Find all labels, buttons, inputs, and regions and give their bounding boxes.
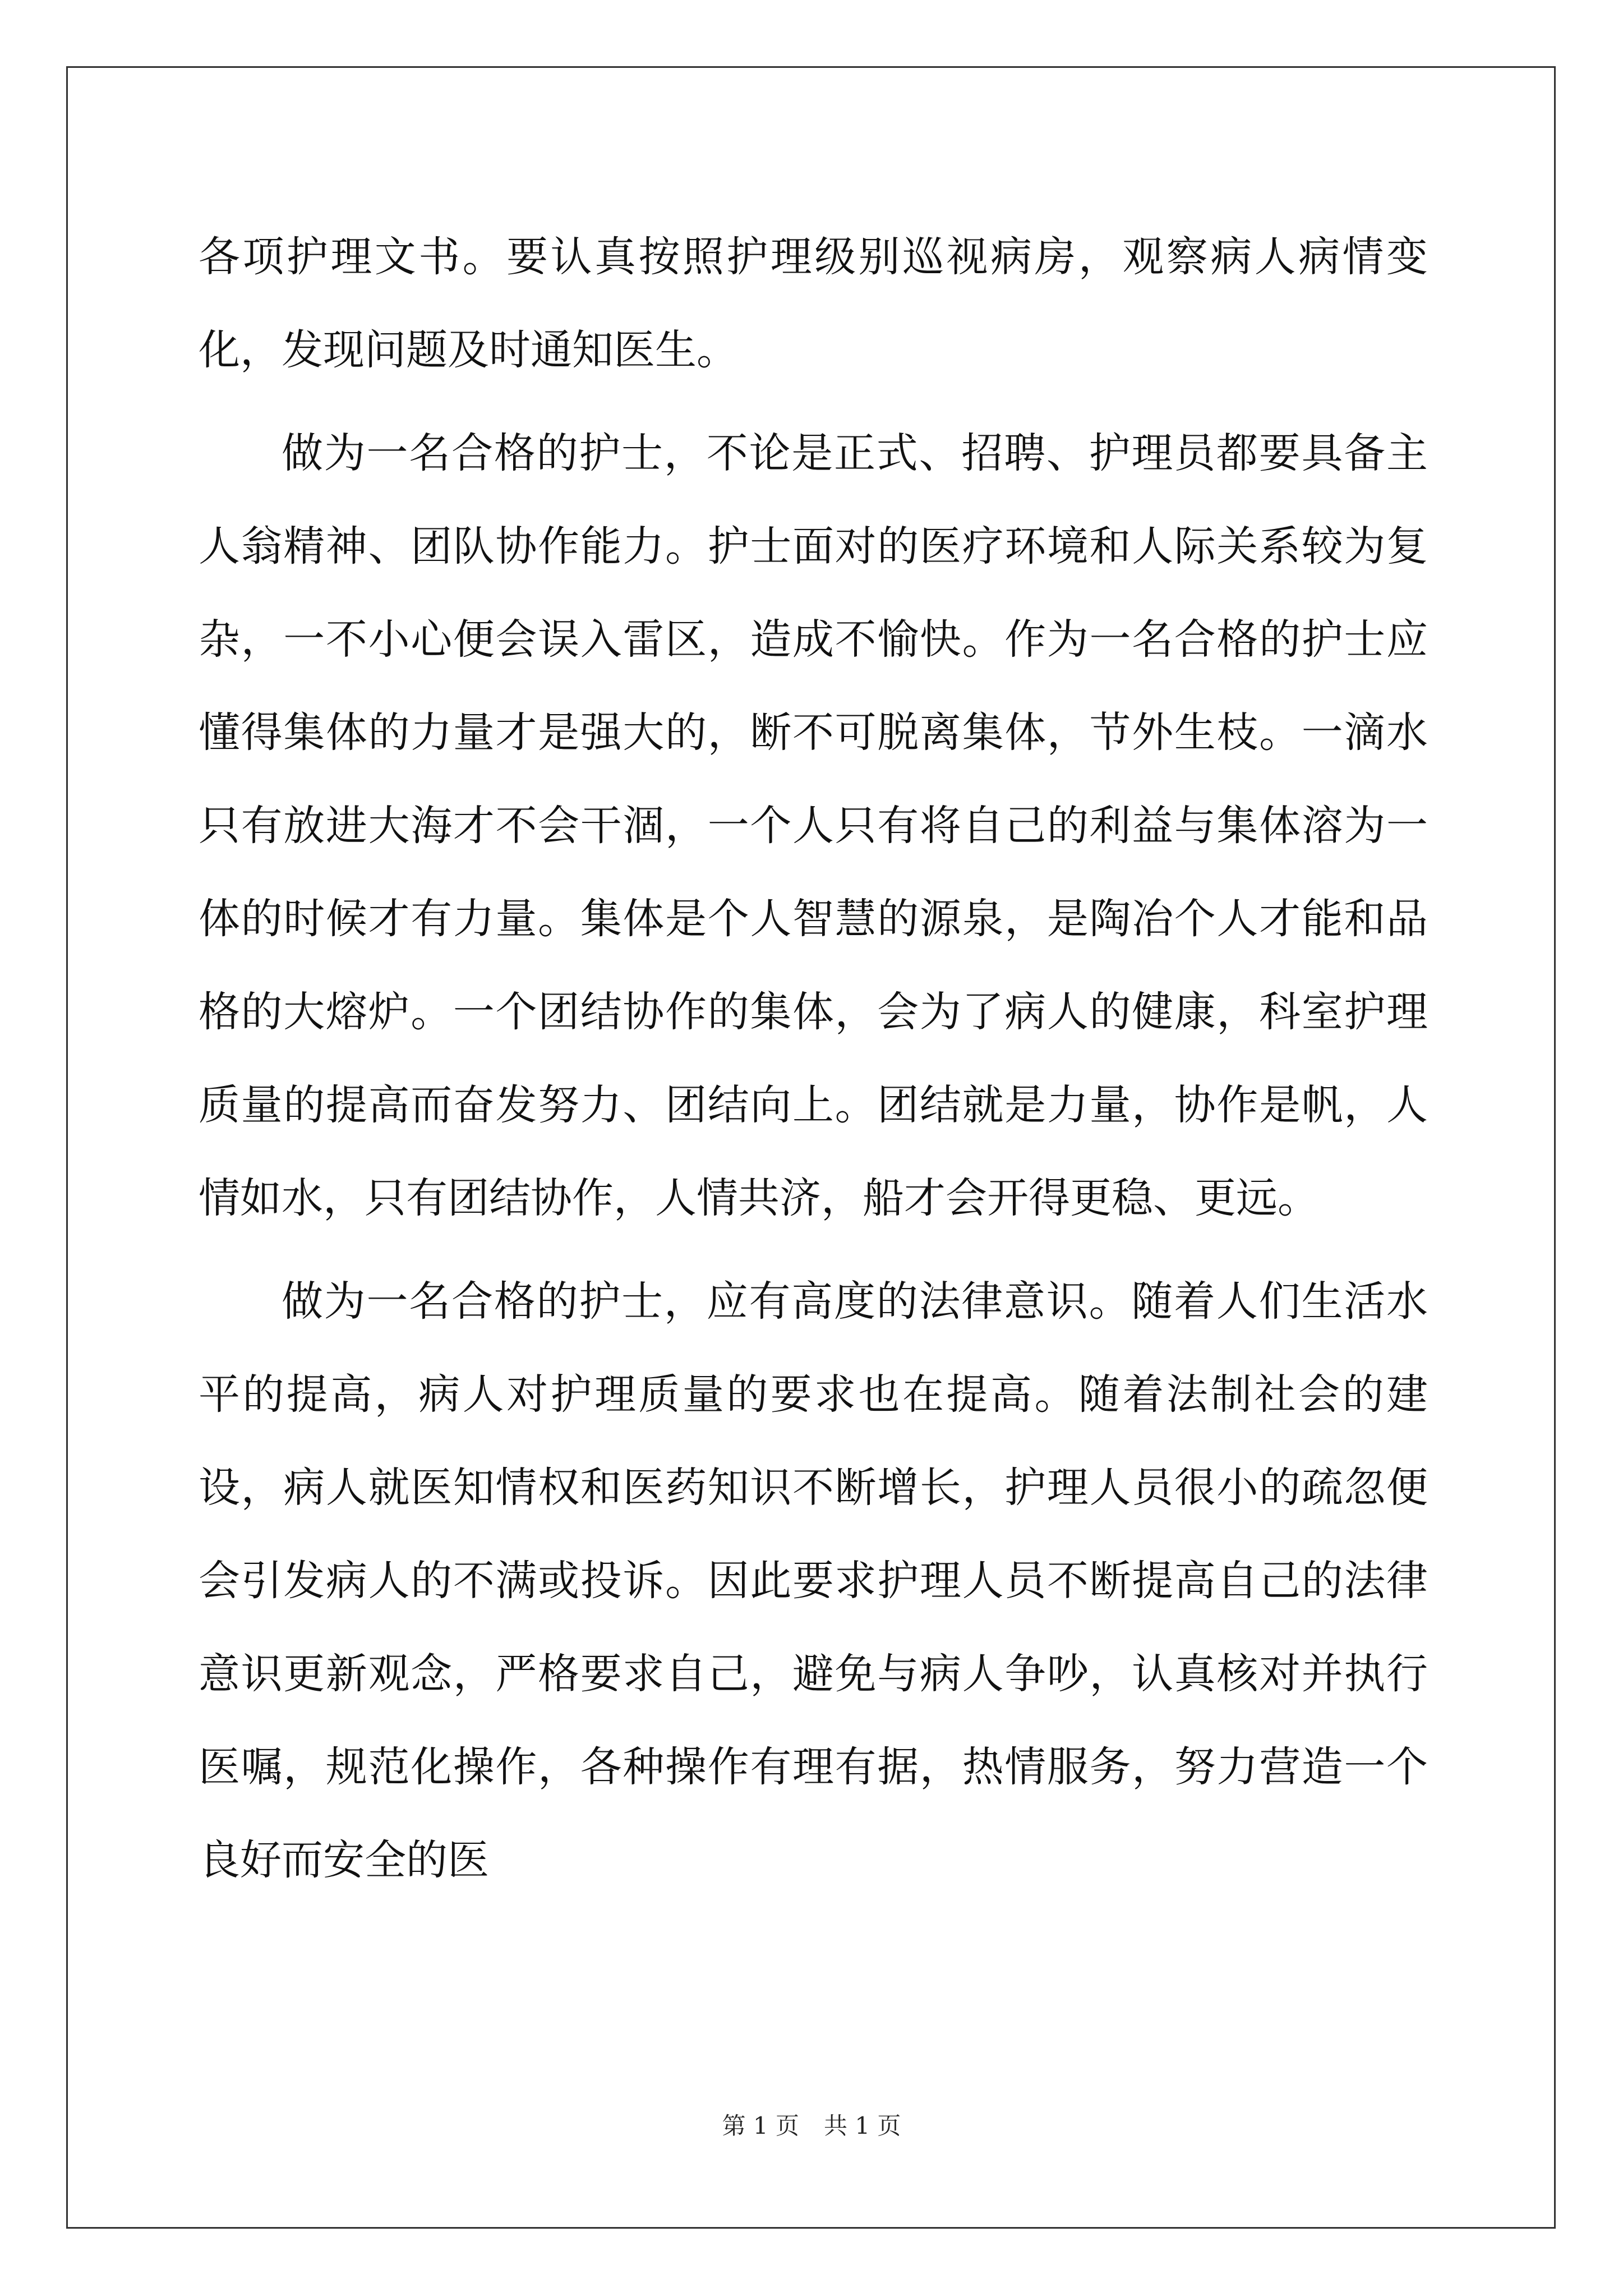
document-body xyxy=(199,210,1428,1907)
paragraph-2: 做为一名合格的护士，不论是正式、招聘、护理员都要具备主人翁精神、团队协作能力。护士面对的医疗环境和人际关系较为复杂，一不小心便会误入雷区，造成不愉快。作为一名合格的护士应懂得集体的力量才是强大的，断不可脱离集体，节外生枝。一滴水只有放进大海才不会干涸，一个人只有将自己的利益与集体溶为一体的时候才有力量。集体是个人智慧的源泉，是陶冶个人才能和品格的大熔炉。一个团结协作的集体，会为了病人的健康，科室护理质量的提高而奋发努力、团结向上。团结就是力量，协作是帆，人情如水，只有团结协作，人情共济，船才会开得更稳、更远。 xyxy=(199,429,1428,1222)
paragraph-1: 各项护理文书。要认真按照护理级别巡视病房，观察病人病情变化，发现问题及时通知医生。 xyxy=(199,233,1428,374)
paragraph-3: 做为一名合格的护士，应有高度的法律意识。随着人们生活水平的提高，病人对护理质量的要求也在提高。随着法制社会的建设，病人就医知情权和医药知识不断增长，护理人员很小的疏忽便会引发病人的不满或投诉。因此要求护理人员不断提高自己的法律意识更新观念，严格要求自己，避免与病人争吵，认真核对并执行医嘱，规范化操作，各种操作有理有据，热情服务，努力营造一个良好而安全的医 xyxy=(199,1277,1428,1884)
page-total: 共 1 页 xyxy=(824,2112,901,2139)
page-number: 第 1 页 xyxy=(722,2112,799,2139)
page-footer xyxy=(0,2109,1623,2143)
